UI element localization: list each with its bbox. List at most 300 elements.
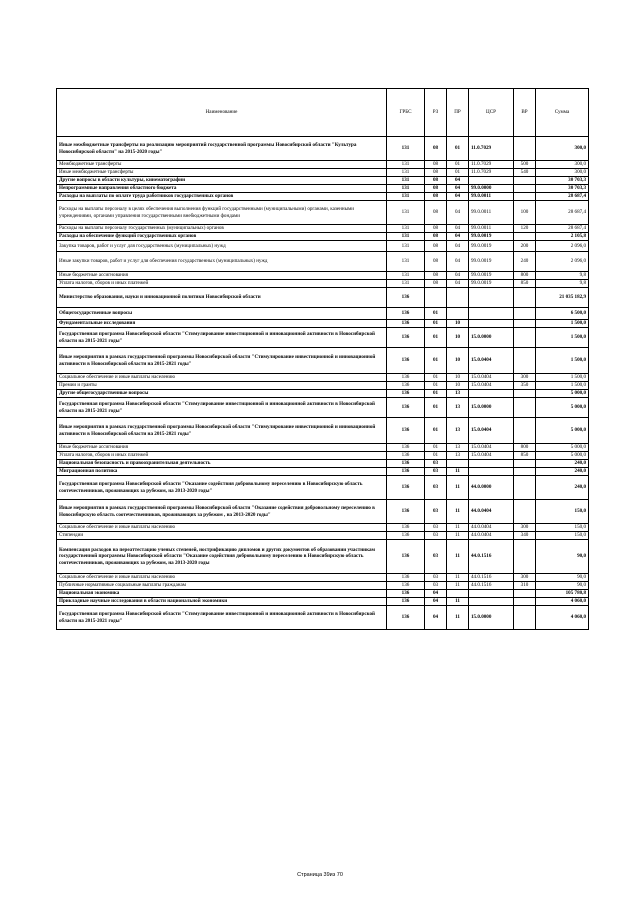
cell-grbs: 136: [387, 418, 425, 444]
cell-grbs: 131: [387, 233, 425, 241]
cell-grbs: 136: [387, 460, 425, 468]
cell-sum: 5 000,0: [536, 452, 589, 460]
cell-grbs: 136: [387, 574, 425, 582]
cell-name: Компенсация расходов на переаттестацию ученых степеней, нострификацию дипломов и других документов об образовании участникам государственной программы Новосибирской области "Оказание содействия добровольному переселению в Новосибирскую область соотечественников, проживающих за рубежом, на 2013-2020 годы: [57, 540, 387, 574]
table-row: [57, 524, 589, 532]
cell-rz: 08: [425, 241, 447, 252]
budget-table: [56, 88, 589, 630]
cell-rz: 03: [425, 476, 447, 500]
cell-grbs: 136: [387, 320, 425, 328]
cell-vr: [514, 328, 536, 348]
table-row: [57, 390, 589, 398]
cell-grbs: 131: [387, 177, 425, 185]
cell-csr: 11.0.7029: [469, 161, 514, 169]
cell-pr: 04: [447, 201, 469, 225]
cell-sum: 9,8: [536, 280, 589, 288]
cell-sum: 90,0: [536, 540, 589, 574]
cell-name: Государственная программа Новосибирской области "Стимулирование инвестиционной и инновационной активности в Новосибирской области на 2015-2021 годы": [57, 398, 387, 418]
cell-pr: 01: [447, 161, 469, 169]
cell-vr: 540: [514, 169, 536, 177]
cell-name: Иные закупки товаров, работ и услуг для обеспечения государственных (муниципальных) нужд: [57, 252, 387, 272]
cell-csr: 15.0.0404: [469, 418, 514, 444]
table-body: [57, 137, 589, 630]
cell-pr: 04: [447, 185, 469, 193]
cell-name: Фундаментальные исследования: [57, 320, 387, 328]
cell-csr: 44.0.0404: [469, 532, 514, 540]
cell-csr: 15.0.0404: [469, 452, 514, 460]
cell-pr: 11: [447, 606, 469, 630]
cell-vr: 240: [514, 252, 536, 272]
cell-vr: 310: [514, 582, 536, 590]
table-row: [57, 468, 589, 476]
cell-name: Премии и гранты: [57, 382, 387, 390]
cell-vr: [514, 460, 536, 468]
cell-pr: 11: [447, 540, 469, 574]
cell-vr: 120: [514, 225, 536, 233]
cell-rz: 08: [425, 233, 447, 241]
table-row: [57, 382, 589, 390]
cell-sum: 300,0: [536, 161, 589, 169]
table-row: [57, 272, 589, 280]
cell-csr: 15.0.0404: [469, 348, 514, 374]
cell-csr: 99.0.0019: [469, 252, 514, 272]
cell-csr: [469, 590, 514, 598]
cell-vr: [514, 390, 536, 398]
cell-vr: [514, 598, 536, 606]
cell-grbs: 136: [387, 398, 425, 418]
cell-name: Миграционная политика: [57, 468, 387, 476]
column-header-vr: ВР: [514, 89, 536, 137]
cell-pr: 11: [447, 476, 469, 500]
cell-pr: 04: [447, 241, 469, 252]
table-row: [57, 308, 589, 320]
table-row: [57, 185, 589, 193]
cell-name: Другие вопросы в области культуры, кинематографии: [57, 177, 387, 185]
cell-csr: 44.0.0404: [469, 524, 514, 532]
cell-rz: 03: [425, 468, 447, 476]
cell-name: Уплата налогов, сборов и иных платежей: [57, 280, 387, 288]
cell-name: Расходы на выплаты персоналу в целях обеспечения выполнения функций государственными (муниципальными) органами, казенными учреждениями, органами управления государственными внебюджетными фондами: [57, 201, 387, 225]
table-row: [57, 225, 589, 233]
table-row: [57, 241, 589, 252]
cell-rz: 04: [425, 590, 447, 598]
cell-pr: 04: [447, 272, 469, 280]
cell-name: Расходы на обеспечение функций государственных органов: [57, 233, 387, 241]
cell-pr: 13: [447, 452, 469, 460]
cell-pr: 04: [447, 252, 469, 272]
cell-grbs: 131: [387, 280, 425, 288]
table-row: [57, 460, 589, 468]
cell-sum: 240,0: [536, 476, 589, 500]
table-row: [57, 444, 589, 452]
cell-vr: 300: [514, 574, 536, 582]
cell-rz: 01: [425, 320, 447, 328]
cell-name: Государственная программа Новосибирской области "Стимулирование инвестиционной и инновационной активности в Новосибирской области на 2015-2021 годы": [57, 606, 387, 630]
cell-sum: 90,0: [536, 582, 589, 590]
table-row: [57, 532, 589, 540]
cell-rz: 01: [425, 382, 447, 390]
cell-csr: 15.0.0000: [469, 398, 514, 418]
cell-rz: 08: [425, 280, 447, 288]
cell-grbs: 136: [387, 582, 425, 590]
cell-pr: 11: [447, 524, 469, 532]
cell-pr: 11: [447, 582, 469, 590]
cell-csr: 11.0.7029: [469, 137, 514, 161]
cell-name: Государственная программа Новосибирской области "Оказание содействия добровольному переселению в Новосибирскую область соотечественников, проживающих за рубежом, на 2013-2020 годы": [57, 476, 387, 500]
cell-pr: 10: [447, 348, 469, 374]
cell-rz: 08: [425, 177, 447, 185]
cell-csr: [469, 460, 514, 468]
cell-pr: 11: [447, 598, 469, 606]
table-row: [57, 418, 589, 444]
cell-rz: 01: [425, 398, 447, 418]
cell-vr: 200: [514, 241, 536, 252]
table-row: [57, 598, 589, 606]
cell-rz: 03: [425, 532, 447, 540]
cell-pr: [447, 288, 469, 308]
cell-grbs: 136: [387, 500, 425, 524]
table-row: [57, 233, 589, 241]
cell-csr: 44.0.0000: [469, 476, 514, 500]
cell-grbs: 136: [387, 288, 425, 308]
cell-pr: 04: [447, 225, 469, 233]
cell-vr: [514, 320, 536, 328]
cell-name: Публичные нормативные социальные выплаты гражданам: [57, 582, 387, 590]
cell-rz: 03: [425, 540, 447, 574]
cell-grbs: 136: [387, 468, 425, 476]
cell-rz: 01: [425, 374, 447, 382]
cell-pr: 13: [447, 398, 469, 418]
cell-sum: 6 500,0: [536, 308, 589, 320]
cell-pr: 11: [447, 574, 469, 582]
cell-rz: 01: [425, 328, 447, 348]
cell-grbs: 131: [387, 185, 425, 193]
cell-sum: 28 687,4: [536, 225, 589, 233]
cell-rz: 04: [425, 598, 447, 606]
table-row: [57, 452, 589, 460]
table-row: [57, 582, 589, 590]
table-row: [57, 398, 589, 418]
cell-csr: 99.0.0019: [469, 233, 514, 241]
cell-vr: [514, 185, 536, 193]
cell-name: Социальное обеспечение и иные выплаты населению: [57, 574, 387, 582]
cell-name: Национальная экономика: [57, 590, 387, 598]
cell-grbs: 131: [387, 137, 425, 161]
cell-vr: [514, 137, 536, 161]
cell-vr: 800: [514, 444, 536, 452]
cell-csr: 15.0.0404: [469, 444, 514, 452]
cell-name: Национальная безопасность и правоохранительная деятельность: [57, 460, 387, 468]
cell-csr: 44.0.0404: [469, 500, 514, 524]
column-header-pr: ПР: [447, 89, 469, 137]
cell-csr: 99.0.0011: [469, 225, 514, 233]
cell-grbs: 131: [387, 252, 425, 272]
cell-sum: 2 105,8: [536, 233, 589, 241]
cell-name: Прикладные научные исследования в области национальной экономики: [57, 598, 387, 606]
table-header-row: [57, 89, 589, 137]
cell-pr: [447, 308, 469, 320]
table-row: [57, 348, 589, 374]
cell-name: Иные межбюджетные трансферты на реализацию мероприятий государственной программы Новосибирской области "Культура Новосибирской области" на 2015-2020 годы": [57, 137, 387, 161]
cell-rz: 08: [425, 272, 447, 280]
cell-sum: 1 500,0: [536, 328, 589, 348]
cell-rz: 01: [425, 308, 447, 320]
cell-pr: 13: [447, 418, 469, 444]
cell-sum: 5 000,0: [536, 444, 589, 452]
cell-grbs: 136: [387, 598, 425, 606]
table-row: [57, 288, 589, 308]
cell-grbs: 136: [387, 476, 425, 500]
cell-pr: 13: [447, 444, 469, 452]
cell-vr: [514, 468, 536, 476]
cell-grbs: 131: [387, 169, 425, 177]
cell-rz: 01: [425, 452, 447, 460]
cell-pr: 10: [447, 320, 469, 328]
cell-rz: 03: [425, 460, 447, 468]
cell-vr: [514, 288, 536, 308]
table-row: [57, 320, 589, 328]
cell-grbs: 136: [387, 452, 425, 460]
table-row: [57, 476, 589, 500]
cell-rz: 03: [425, 582, 447, 590]
cell-name: Министерство образования, науки и инновационной политики Новосибирской области: [57, 288, 387, 308]
cell-csr: [469, 390, 514, 398]
cell-vr: 350: [514, 382, 536, 390]
cell-grbs: 136: [387, 328, 425, 348]
cell-name: Социальное обеспечение и иные выплаты населению: [57, 374, 387, 382]
cell-pr: 01: [447, 137, 469, 161]
table-row: [57, 161, 589, 169]
cell-name: Иные мероприятия в рамках государственной программы Новосибирской области "Стимулирование инвестиционной и инновационной активности в Новосибирской области на 2015-2021 годы": [57, 418, 387, 444]
cell-sum: 30 703,3: [536, 177, 589, 185]
cell-sum: 9,8: [536, 272, 589, 280]
cell-sum: 300,0: [536, 169, 589, 177]
cell-sum: 150,0: [536, 524, 589, 532]
cell-grbs: 136: [387, 532, 425, 540]
cell-sum: 2 096,0: [536, 241, 589, 252]
cell-csr: [469, 177, 514, 185]
cell-sum: 150,0: [536, 532, 589, 540]
cell-vr: [514, 398, 536, 418]
cell-sum: 5 000,0: [536, 398, 589, 418]
cell-csr: 44.0.1516: [469, 540, 514, 574]
cell-vr: [514, 500, 536, 524]
cell-csr: [469, 288, 514, 308]
cell-sum: 4 060,0: [536, 598, 589, 606]
cell-name: Общегосударственные вопросы: [57, 308, 387, 320]
cell-grbs: 131: [387, 272, 425, 280]
cell-rz: 08: [425, 169, 447, 177]
cell-name: Расходы на выплаты персоналу государственных (муниципальных) органов: [57, 225, 387, 233]
cell-grbs: 131: [387, 193, 425, 201]
table-row: [57, 169, 589, 177]
cell-csr: 99.0.0000: [469, 185, 514, 193]
column-header-grbs: ГРБС: [387, 89, 425, 137]
cell-grbs: 131: [387, 161, 425, 169]
cell-rz: 04: [425, 606, 447, 630]
cell-pr: 04: [447, 280, 469, 288]
cell-grbs: 136: [387, 540, 425, 574]
cell-vr: 300: [514, 374, 536, 382]
cell-csr: [469, 320, 514, 328]
cell-vr: [514, 606, 536, 630]
cell-vr: 340: [514, 532, 536, 540]
cell-rz: 08: [425, 137, 447, 161]
cell-sum: 240,0: [536, 460, 589, 468]
cell-rz: 01: [425, 348, 447, 374]
cell-csr: 44.0.1516: [469, 574, 514, 582]
cell-vr: [514, 418, 536, 444]
table-row: [57, 500, 589, 524]
cell-rz: 03: [425, 574, 447, 582]
cell-csr: 99.0.0019: [469, 241, 514, 252]
table-row: [57, 328, 589, 348]
cell-name: Стипендии: [57, 532, 387, 540]
cell-csr: [469, 468, 514, 476]
cell-rz: 03: [425, 524, 447, 532]
cell-grbs: 131: [387, 225, 425, 233]
cell-pr: 04: [447, 193, 469, 201]
cell-name: Непрограммные направления областного бюджета: [57, 185, 387, 193]
cell-name: Другие общегосударственные вопросы: [57, 390, 387, 398]
column-header-name: Наименование: [57, 89, 387, 137]
cell-csr: 15.0.0404: [469, 374, 514, 382]
cell-sum: 1 500,0: [536, 348, 589, 374]
cell-sum: 5 000,0: [536, 390, 589, 398]
cell-grbs: 136: [387, 348, 425, 374]
cell-grbs: 136: [387, 524, 425, 532]
cell-vr: [514, 308, 536, 320]
table-row: [57, 280, 589, 288]
cell-rz: 08: [425, 201, 447, 225]
cell-vr: [514, 348, 536, 374]
cell-pr: [447, 590, 469, 598]
cell-vr: [514, 590, 536, 598]
cell-grbs: 136: [387, 390, 425, 398]
cell-name: Уплата налогов, сборов и иных платежей: [57, 452, 387, 460]
cell-pr: 13: [447, 390, 469, 398]
cell-pr: [447, 460, 469, 468]
table-row: [57, 252, 589, 272]
cell-csr: 15.0.0000: [469, 606, 514, 630]
cell-grbs: 136: [387, 382, 425, 390]
cell-csr: 99.0.0019: [469, 272, 514, 280]
cell-vr: 500: [514, 161, 536, 169]
cell-sum: 1 500,0: [536, 320, 589, 328]
cell-sum: 105 780,8: [536, 590, 589, 598]
cell-grbs: 136: [387, 606, 425, 630]
cell-rz: 08: [425, 185, 447, 193]
table-row: [57, 177, 589, 185]
cell-vr: [514, 233, 536, 241]
cell-name: Иные мероприятия в рамках государственной программы Новосибирской области "Оказание содействия добровольному переселению в Новосибирскую область соотечественников, проживающих за рубежом , на 2013-2020 годы": [57, 500, 387, 524]
cell-sum: 28 687,4: [536, 193, 589, 201]
column-header-rz: РЗ: [425, 89, 447, 137]
cell-pr: 01: [447, 169, 469, 177]
cell-csr: 44.0.1516: [469, 582, 514, 590]
column-header-csr: ЦСР: [469, 89, 514, 137]
cell-rz: 01: [425, 444, 447, 452]
cell-sum: 1 500,0: [536, 374, 589, 382]
cell-sum: 5 000,0: [536, 418, 589, 444]
cell-name: Иные мероприятия в рамках государственной программы Новосибирской области "Стимулирование инвестиционной и инновационной активности в Новосибирской области на 2015-2021 годы": [57, 348, 387, 374]
cell-rz: 08: [425, 193, 447, 201]
cell-grbs: 131: [387, 241, 425, 252]
cell-name: Социальное обеспечение и иные выплаты населению: [57, 524, 387, 532]
cell-pr: 10: [447, 328, 469, 348]
cell-csr: 99.0.0011: [469, 193, 514, 201]
cell-name: Иные бюджетные ассигнования: [57, 444, 387, 452]
cell-sum: 28 687,4: [536, 201, 589, 225]
cell-grbs: 136: [387, 444, 425, 452]
cell-csr: 11.0.7029: [469, 169, 514, 177]
cell-rz: 01: [425, 418, 447, 444]
table-row: [57, 590, 589, 598]
cell-pr: 11: [447, 532, 469, 540]
column-header-sum: Сумма: [536, 89, 589, 137]
cell-vr: 300: [514, 524, 536, 532]
cell-csr: 99.0.0019: [469, 280, 514, 288]
cell-csr: 99.0.0011: [469, 201, 514, 225]
cell-pr: 10: [447, 382, 469, 390]
cell-name: Иные бюджетные ассигнования: [57, 272, 387, 280]
cell-vr: [514, 193, 536, 201]
cell-grbs: 136: [387, 374, 425, 382]
page-number: Страница 39из 70: [297, 872, 343, 878]
cell-vr: [514, 476, 536, 500]
cell-grbs: 136: [387, 590, 425, 598]
cell-grbs: 136: [387, 308, 425, 320]
cell-sum: 150,0: [536, 500, 589, 524]
cell-vr: [514, 540, 536, 574]
cell-rz: 03: [425, 500, 447, 524]
cell-rz: 08: [425, 161, 447, 169]
cell-rz: 08: [425, 252, 447, 272]
cell-sum: 21 035 182,9: [536, 288, 589, 308]
table-row: [57, 201, 589, 225]
table-row: [57, 606, 589, 630]
cell-csr: 15.0.0000: [469, 328, 514, 348]
cell-name: Межбюджетные трансферты: [57, 161, 387, 169]
table-row: [57, 540, 589, 574]
cell-sum: 300,0: [536, 137, 589, 161]
table-row: [57, 193, 589, 201]
table-row: [57, 137, 589, 161]
cell-sum: 2 096,0: [536, 252, 589, 272]
cell-sum: 30 703,3: [536, 185, 589, 193]
cell-grbs: 131: [387, 201, 425, 225]
cell-vr: 850: [514, 452, 536, 460]
cell-csr: [469, 308, 514, 320]
cell-sum: 240,0: [536, 468, 589, 476]
cell-rz: 01: [425, 390, 447, 398]
cell-pr: 11: [447, 468, 469, 476]
table-row: [57, 374, 589, 382]
cell-csr: [469, 598, 514, 606]
cell-rz: [425, 288, 447, 308]
cell-name: Иные межбюджетные трансферты: [57, 169, 387, 177]
cell-name: Государственная программа Новосибирской области "Стимулирование инвестиционной и инновационной активности в Новосибирской области на 2015-2021 годы": [57, 328, 387, 348]
cell-sum: 1 500,0: [536, 382, 589, 390]
cell-name: Закупка товаров, работ и услуг для государственных (муниципальных) нужд: [57, 241, 387, 252]
table-row: [57, 574, 589, 582]
cell-pr: 04: [447, 177, 469, 185]
cell-pr: 04: [447, 233, 469, 241]
cell-sum: 4 060,0: [536, 606, 589, 630]
cell-pr: 10: [447, 374, 469, 382]
cell-name: Расходы на выплаты по оплате труда работников государственных органов: [57, 193, 387, 201]
cell-vr: 850: [514, 280, 536, 288]
